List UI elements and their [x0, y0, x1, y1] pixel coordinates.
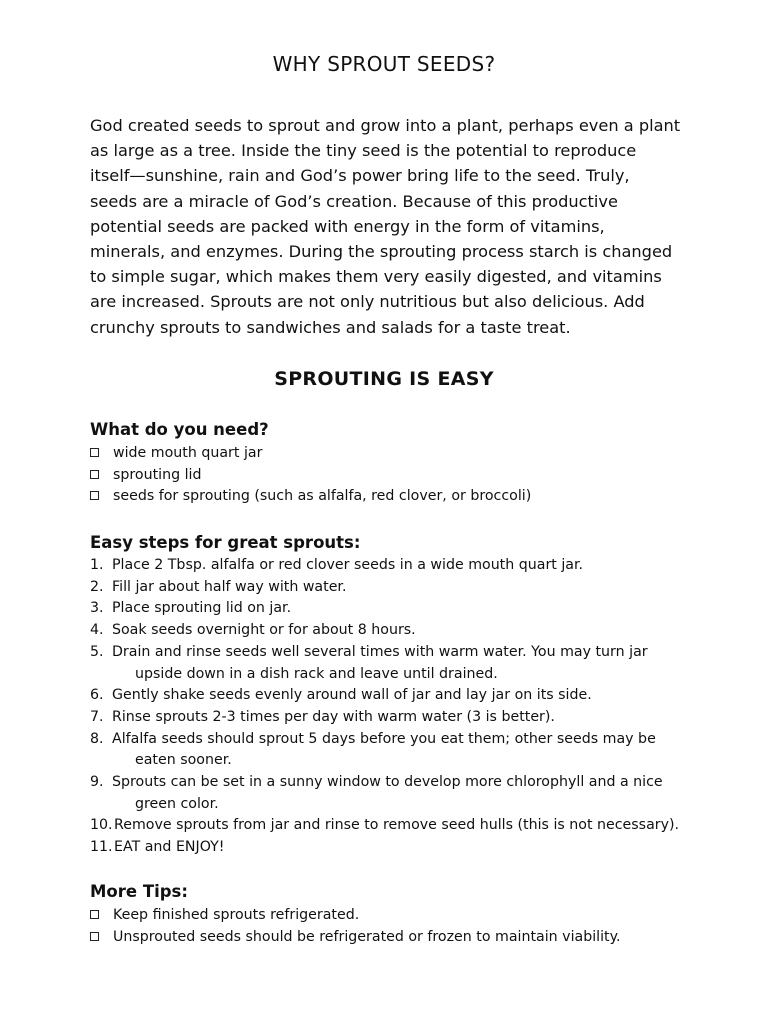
step-text: Gently shake seeds evenly around wall of jar and lay jar on its side.	[112, 687, 592, 704]
intro-line: are increased. Sprouts are not only nutritious but also delicious. Add	[90, 292, 645, 312]
intro-line: itself—sunshine, rain and God’s power bring life to the seed. Truly,	[90, 166, 630, 186]
step-number: 10.	[90, 817, 113, 834]
section-title: SPROUTING IS EASY	[274, 368, 494, 390]
step-number: 1.	[90, 557, 104, 573]
intro-paragraph	[90, 113, 690, 340]
step-text: Sprouts can be set in a sunny window to develop more chlorophyll and a nice	[112, 774, 663, 791]
step-text: Rinse sprouts 2-3 times per day with warm water (3 is better).	[112, 708, 555, 725]
step-number: 11.	[90, 839, 113, 856]
checkbox-icon	[90, 491, 99, 500]
checkbox-icon	[90, 910, 99, 919]
step-text: Drain and rinse seeds well several times with warm water. You may turn jar	[112, 643, 648, 660]
checkbox-icon	[90, 470, 99, 479]
step-number: 4.	[90, 622, 104, 639]
list-item-label: Keep finished sprouts refrigerated.	[113, 907, 360, 923]
intro-line: God created seeds to sprout and grow into a plant, perhaps even a plant	[90, 116, 681, 135]
intro-line: seeds are a miracle of God’s creation. Because of this productive	[90, 191, 618, 211]
steps-heading: Easy steps for great sprouts:	[90, 533, 361, 552]
page-title: WHY SPROUT SEEDS?	[272, 52, 496, 76]
list-item	[90, 443, 730, 465]
list-item-label: seeds for sprouting (such as alfalfa, red clover, or broccoli)	[113, 488, 532, 505]
list-item-label: sprouting lid	[113, 466, 202, 483]
step-item	[90, 620, 730, 642]
intro-line: potential seeds are packed with energy in the form of vitamins,	[90, 216, 605, 236]
list-item	[90, 905, 730, 927]
step-item	[90, 577, 730, 599]
list-item	[90, 465, 730, 487]
step-text: Fill jar about half way with water.	[112, 578, 347, 595]
step-number: 7.	[90, 708, 104, 725]
intro-line: to simple sugar, which makes them very easily digested, and vitamins	[90, 267, 662, 287]
steps-list	[90, 555, 730, 859]
step-item	[90, 772, 730, 815]
list-item-label: wide mouth quart jar	[113, 445, 263, 461]
step-number: 3.	[90, 600, 104, 617]
step-item	[90, 555, 730, 577]
step-item	[90, 598, 730, 620]
step-text: Alfalfa seeds should sprout 5 days before you eat them; other seeds may be	[112, 730, 656, 747]
step-item	[90, 815, 730, 837]
step-text: Remove sprouts from jar and rinse to remove seed hulls (this is not necessary).	[114, 817, 680, 834]
intro-line: as large as a tree. Inside the tiny seed is the potential to reproduce	[90, 141, 637, 161]
step-text-continued: eaten sooner.	[135, 752, 232, 769]
step-text: Place sprouting lid on jar.	[112, 600, 292, 617]
need-list	[90, 443, 730, 508]
step-item	[90, 685, 730, 707]
step-item	[90, 642, 730, 685]
list-item	[90, 486, 730, 508]
tips-heading: More Tips:	[90, 882, 188, 901]
list-item	[90, 927, 730, 949]
step-text: Soak seeds overnight or for about 8 hours.	[112, 622, 416, 639]
step-text: Place 2 Tbsp. alfalfa or red clover seeds in a wide mouth quart jar.	[112, 557, 584, 573]
step-item	[90, 837, 730, 859]
step-item	[90, 707, 730, 729]
checkbox-icon	[90, 932, 99, 941]
step-text-continued: upside down in a dish rack and leave until drained.	[135, 665, 498, 682]
need-heading: What do you need?	[90, 420, 269, 439]
intro-line: crunchy sprouts to sandwiches and salads for a taste treat.	[90, 317, 571, 337]
checkbox-icon	[90, 448, 99, 457]
step-number: 9.	[90, 774, 104, 791]
step-number: 2.	[90, 578, 104, 595]
step-number: 5.	[90, 643, 104, 660]
step-text-continued: green color.	[135, 795, 219, 812]
intro-line: minerals, and enzymes. During the sprouting process starch is changed	[90, 242, 673, 262]
list-item-label: Unsprouted seeds should be refrigerated or frozen to maintain viability.	[113, 928, 621, 945]
tips-list	[90, 905, 730, 948]
step-number: 6.	[90, 687, 104, 704]
step-number: 8.	[90, 730, 104, 747]
step-text: EAT and ENJOY!	[114, 839, 225, 856]
step-item	[90, 729, 730, 772]
